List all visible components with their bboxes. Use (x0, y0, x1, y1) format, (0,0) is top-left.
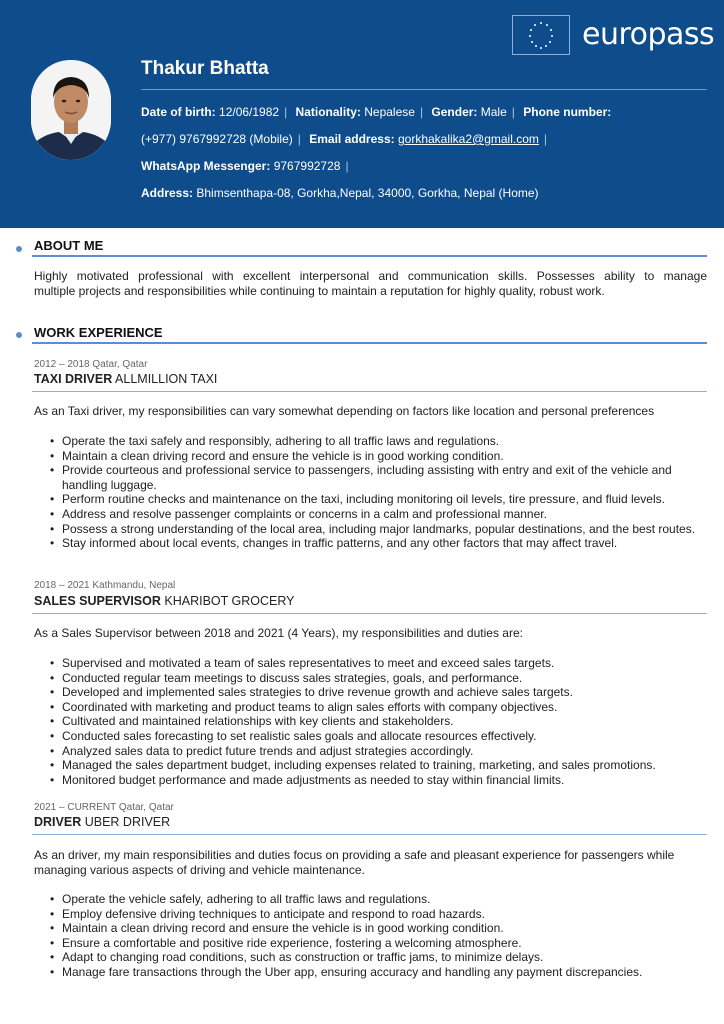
whatsapp-value: 9767992728 (273, 159, 341, 173)
list-item: • Analyzed sales data to predict future trends and adjust strategies accordingly. (50, 744, 710, 759)
list-item: • Adapt to changing road conditions, such as construction or traffic jams, to minimize delays. (50, 950, 710, 965)
whatsapp-label: WhatsApp Messenger: (141, 159, 271, 173)
list-item: • Monitored budget performance and made adjustments as needed to stay within financial limits. (50, 773, 710, 788)
about-section-title: ABOUT ME (34, 238, 104, 253)
list-item: • Maintain a clean driving record and ensure the vehicle is in good working condition. (50, 449, 710, 464)
work-section-dot (16, 332, 22, 338)
personal-info-row-4 (141, 186, 539, 200)
europass-logo (512, 15, 715, 55)
list-item: • Cultivated and maintained relationships with key clients and stakeholders. (50, 714, 710, 729)
profile-photo (31, 60, 111, 160)
job-employer: UBER DRIVER (84, 815, 171, 829)
job-employer: ALLMILLION TAXI (115, 372, 218, 386)
list-item: • Coordinated with marketing and product teams to align sales efforts with company objectives. (50, 700, 710, 715)
job-meta: 2012 – 2018 Qatar, Qatar (34, 359, 148, 370)
nationality-value: Nepalese (364, 105, 415, 119)
about-section-dot (16, 246, 22, 252)
nationality-label: Nationality: (295, 105, 361, 119)
job-duties-list (50, 892, 710, 980)
list-item: • Managed the sales department budget, including expenses related to training, marketing, and sales promotions. (50, 758, 710, 773)
list-item: • Stay informed about local events, changes in traffic patterns, and any other factors that may affect travel. (50, 536, 710, 551)
job-meta: 2021 – CURRENT Qatar, Qatar (34, 802, 174, 813)
list-item: • Employ defensive driving techniques to anticipate and respond to road hazards. (50, 907, 710, 922)
email-label: Email address: (309, 132, 395, 146)
work-section-title: WORK EXPERIENCE (34, 325, 163, 340)
job-intro: As an driver, my main responsibilities and duties focus on providing a safe and pleasant experience for passengers while managing various aspects of driving and vehicle maintenance. (34, 848, 675, 877)
address-value: Bhimsenthapa-08, Gorkha,Nepal, 34000, Gorkha, Nepal (Home) (196, 186, 539, 200)
header-divider (141, 89, 707, 90)
job-rule (32, 613, 707, 614)
job-role: TAXI DRIVER (34, 372, 113, 386)
personal-info-row-3: WhatsApp Messenger: 9767992728 | (141, 159, 349, 173)
job-title (34, 372, 217, 386)
address-label: Address: (141, 186, 194, 200)
eu-stars-icon (512, 15, 570, 55)
list-item: • Perform routine checks and maintenance on the taxi, including monitoring oil levels, tire pressure, and fluid levels. (50, 492, 710, 507)
job-intro: As an Taxi driver, my responsibilities can vary somewhat depending on factors like location and personal preferences (34, 404, 655, 418)
job-duties-list (50, 656, 710, 787)
list-item: • Manage fare transactions through the Uber app, ensuring accuracy and handling any payment discrepancies. (50, 965, 710, 980)
job-employer: KHARIBOT GROCERY (164, 594, 295, 608)
list-item: • Provide courteous and professional service to passengers, including assisting with entry and exit of the vehicle and handling luggage. (50, 463, 710, 492)
europass-wordmark: europass (582, 17, 715, 52)
personal-info-row-1: Date of birth: 12/06/1982 | Nationality: Nepalese | Gender: Male | Phone number: (141, 105, 612, 119)
job-intro: As a Sales Supervisor between 2018 and 2021 (4 Years), my responsibilities and duties are: (34, 626, 523, 640)
job-rule (32, 391, 707, 392)
about-text-line-2: multiple projects and responsibilities while continuing to maintain a reputation for highly quality, robust work. (34, 284, 605, 298)
list-item: • Operate the vehicle safely, adhering to all traffic laws and regulations. (50, 892, 710, 907)
job-role: DRIVER (34, 815, 82, 829)
work-section-rule (32, 342, 707, 344)
phone-value: (+977) 9767992728 (Mobile) (141, 132, 293, 146)
dob-value: 12/06/1982 (219, 105, 280, 119)
list-item: • Operate the taxi safely and responsibly, adhering to all traffic laws and regulations. (50, 434, 710, 449)
list-item: • Ensure a comfortable and positive ride experience, fostering a welcoming atmosphere. (50, 936, 710, 951)
phone-label: Phone number: (523, 105, 612, 119)
list-item: • Conducted regular team meetings to discuss sales strategies, goals, and performance. (50, 671, 710, 686)
list-item: • Developed and implemented sales strategies to drive revenue growth and achieve sales targets. (50, 685, 710, 700)
list-item: • Supervised and motivated a team of sales representatives to meet and exceed sales targets. (50, 656, 710, 671)
list-item: • Possess a strong understanding of the local area, including major landmarks, popular destinations, and the best routes. (50, 522, 710, 537)
job-role: SALES SUPERVISOR (34, 594, 161, 608)
gender-value: Male (480, 105, 507, 119)
person-name: Thakur Bhatta (141, 58, 269, 79)
list-item: • Address and resolve passenger complaints or concerns in a calm and professional manner. (50, 507, 710, 522)
about-section-rule (32, 255, 707, 257)
list-item: • Maintain a clean driving record and ensure the vehicle is in good working condition. (50, 921, 710, 936)
job-duties-list (50, 434, 710, 551)
dob-label: Date of birth: (141, 105, 216, 119)
list-item: • Conducted sales forecasting to set realistic sales goals and allocate resources effectively. (50, 729, 710, 744)
job-meta: 2018 – 2021 Kathmandu, Nepal (34, 580, 176, 591)
job-title (34, 594, 295, 608)
about-text-line-1: Highly motivated professional with excellent interpersonal and communication skills. Possesses ability to manage (34, 269, 707, 283)
gender-label: Gender: (431, 105, 478, 119)
job-title (34, 815, 170, 829)
email-link[interactable]: gorkhakalika2@gmail.com (397, 132, 539, 146)
job-rule (32, 834, 707, 835)
cv-header (0, 0, 724, 228)
personal-info-row-2: (+977) 9767992728 (Mobile) | Email address: gorkhakalika2@gmail.com | (141, 132, 547, 146)
